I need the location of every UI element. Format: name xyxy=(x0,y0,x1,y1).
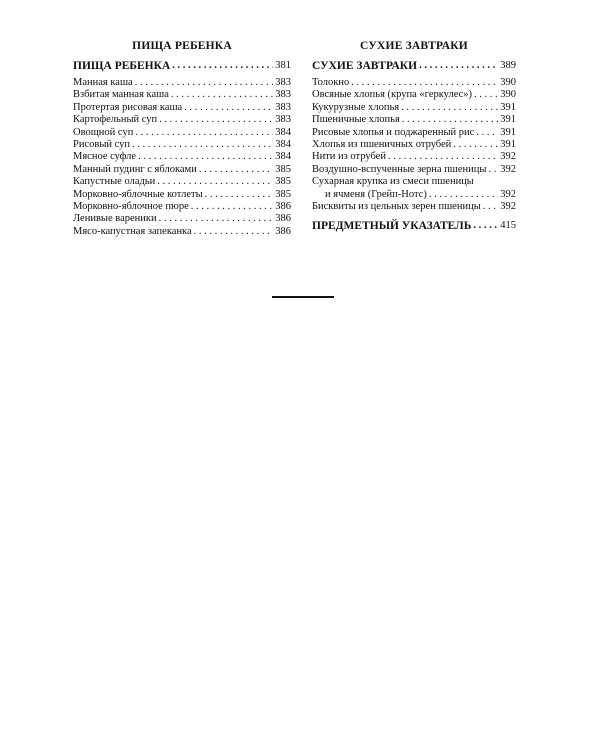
leader-dots xyxy=(135,127,273,139)
leader-dots xyxy=(488,164,498,176)
index-title: ПРЕДМЕТНЫЙ УКАЗАТЕЛЬ xyxy=(312,220,472,233)
entry-page: 390 xyxy=(500,77,516,88)
leader-dots xyxy=(191,201,273,213)
toc-entry[interactable] xyxy=(312,127,516,139)
left-entries-list xyxy=(73,77,291,238)
entry-page: 392 xyxy=(500,201,516,213)
entry-page: 383 xyxy=(275,114,291,126)
toc-entry[interactable] xyxy=(73,226,291,238)
entry-title: Манная каша xyxy=(73,77,133,88)
right-section-heading[interactable] xyxy=(312,59,516,73)
toc-entry[interactable] xyxy=(73,102,291,114)
entry-page: 391 xyxy=(500,101,516,113)
toc-entry[interactable] xyxy=(312,89,516,101)
right-column-title: СУХИЕ ЗАВТРАКИ xyxy=(360,40,468,52)
entry-title: Ленивые вареники xyxy=(73,213,157,225)
leader-dots xyxy=(199,164,273,176)
left-column-title: ПИЩА РЕБЕНКА xyxy=(132,40,232,52)
toc-entry[interactable] xyxy=(73,127,291,139)
section-page: 381 xyxy=(275,60,291,71)
toc-entry[interactable] xyxy=(312,201,516,213)
entry-title: Овощной суп xyxy=(73,126,134,138)
entry-page: 392 xyxy=(500,163,516,175)
leader-dots xyxy=(401,102,498,114)
toc-entry[interactable] xyxy=(73,77,291,89)
entry-title: Взбитая манная каша xyxy=(73,89,169,101)
entry-page: 391 xyxy=(500,139,516,151)
entry-page: 386 xyxy=(275,225,291,237)
toc-entry[interactable] xyxy=(73,89,291,101)
toc-entry[interactable] xyxy=(73,213,291,225)
entry-page: 391 xyxy=(500,126,516,138)
left-toc-column xyxy=(73,40,291,238)
leader-dots xyxy=(135,77,274,89)
leader-dots xyxy=(483,201,499,213)
entry-title: Толокно xyxy=(312,77,350,88)
entry-page: 384 xyxy=(275,139,291,151)
leader-dots xyxy=(172,59,273,73)
entry-title: Кукурузные хлопья xyxy=(312,101,400,113)
toc-entry[interactable] xyxy=(73,176,291,188)
toc-entry[interactable] xyxy=(73,189,291,201)
leader-dots xyxy=(474,89,498,101)
leader-dots xyxy=(402,114,498,126)
entry-title: Манный пудинг с яблоками xyxy=(73,163,197,175)
leader-dots xyxy=(205,189,274,201)
entry-title: Картофельный суп xyxy=(73,114,158,126)
leader-dots xyxy=(184,102,273,114)
left-section-heading[interactable] xyxy=(73,59,291,73)
toc-entry[interactable] xyxy=(73,114,291,126)
section-divider-rule xyxy=(272,296,334,298)
leader-dots xyxy=(476,127,498,139)
entry-title: Морковно-яблочное пюре xyxy=(73,201,189,213)
entry-title: Протертая рисовая каша xyxy=(73,101,183,113)
entry-title: Мясное суфле xyxy=(73,151,137,163)
section-title: СУХИЕ ЗАВТРАКИ xyxy=(312,60,418,72)
toc-entry[interactable] xyxy=(312,77,516,89)
leader-dots xyxy=(473,219,498,233)
entry-page: 384 xyxy=(275,151,291,163)
toc-entry-multiline[interactable] xyxy=(312,176,516,201)
entry-title: Пшеничные хлопья xyxy=(312,114,400,126)
entry-title: Рисовые хлопья и поджаренный рис xyxy=(312,126,475,138)
toc-entry[interactable] xyxy=(312,102,516,114)
entry-title: Овсяные хлопья (крупа «геркулес») xyxy=(312,89,473,101)
entry-title: Нити из отрубей xyxy=(312,151,386,163)
toc-entry[interactable] xyxy=(312,164,516,176)
entry-page: 384 xyxy=(275,126,291,138)
entry-page: 383 xyxy=(275,101,291,113)
entry-page: 383 xyxy=(275,77,291,88)
toc-entry[interactable] xyxy=(73,139,291,151)
index-page: 415 xyxy=(500,220,516,232)
leader-dots xyxy=(132,139,273,151)
entry-page: 383 xyxy=(275,89,291,101)
right-toc-column xyxy=(312,40,516,237)
toc-entry[interactable] xyxy=(73,164,291,176)
entry-title: Хлопья из пшеничных отрубей xyxy=(312,139,452,151)
entry-page: 392 xyxy=(500,188,516,200)
leader-dots xyxy=(453,139,498,151)
entry-page: 385 xyxy=(275,188,291,200)
entry-title: Морковно-яблочные котлеты xyxy=(73,188,203,200)
entry-page: 386 xyxy=(275,213,291,225)
entry-page: 390 xyxy=(500,89,516,101)
section-title: ПИЩА РЕБЕНКА xyxy=(73,60,171,72)
leader-dots xyxy=(159,213,274,225)
entry-page: 391 xyxy=(500,114,516,126)
entry-page: 385 xyxy=(275,176,291,188)
leader-dots xyxy=(138,151,273,163)
entry-line-2: и ячменя (Грейп-Нотс) xyxy=(325,188,427,200)
section-page: 389 xyxy=(500,60,516,71)
leader-dots xyxy=(429,189,498,201)
leader-dots xyxy=(157,176,273,188)
leader-dots xyxy=(159,114,273,126)
toc-entry[interactable] xyxy=(312,139,516,151)
entry-title: Рисовый суп xyxy=(73,139,131,151)
index-heading[interactable] xyxy=(312,219,516,233)
entry-page: 392 xyxy=(500,151,516,163)
entry-title: Воздушно-вспученные зерна пшеницы xyxy=(312,163,487,175)
right-entries-list xyxy=(312,77,516,176)
toc-entry[interactable] xyxy=(312,151,516,163)
leader-dots xyxy=(388,151,498,163)
entry-page: 386 xyxy=(275,201,291,213)
leader-dots xyxy=(419,59,498,73)
toc-entry[interactable] xyxy=(73,151,291,163)
toc-entry[interactable] xyxy=(73,201,291,213)
leader-dots xyxy=(194,226,274,238)
leader-dots xyxy=(171,89,273,101)
entry-page: 385 xyxy=(275,163,291,175)
toc-entry[interactable] xyxy=(312,114,516,126)
entry-line-1: Сухарная крупка из смеси пшеницы xyxy=(312,176,474,188)
entry-title: Бисквиты из цельных зерен пшеницы xyxy=(312,201,481,213)
entry-title: Мясо-капустная запеканка xyxy=(73,225,192,237)
entry-title: Капустные оладьи xyxy=(73,176,156,188)
leader-dots xyxy=(351,77,498,89)
